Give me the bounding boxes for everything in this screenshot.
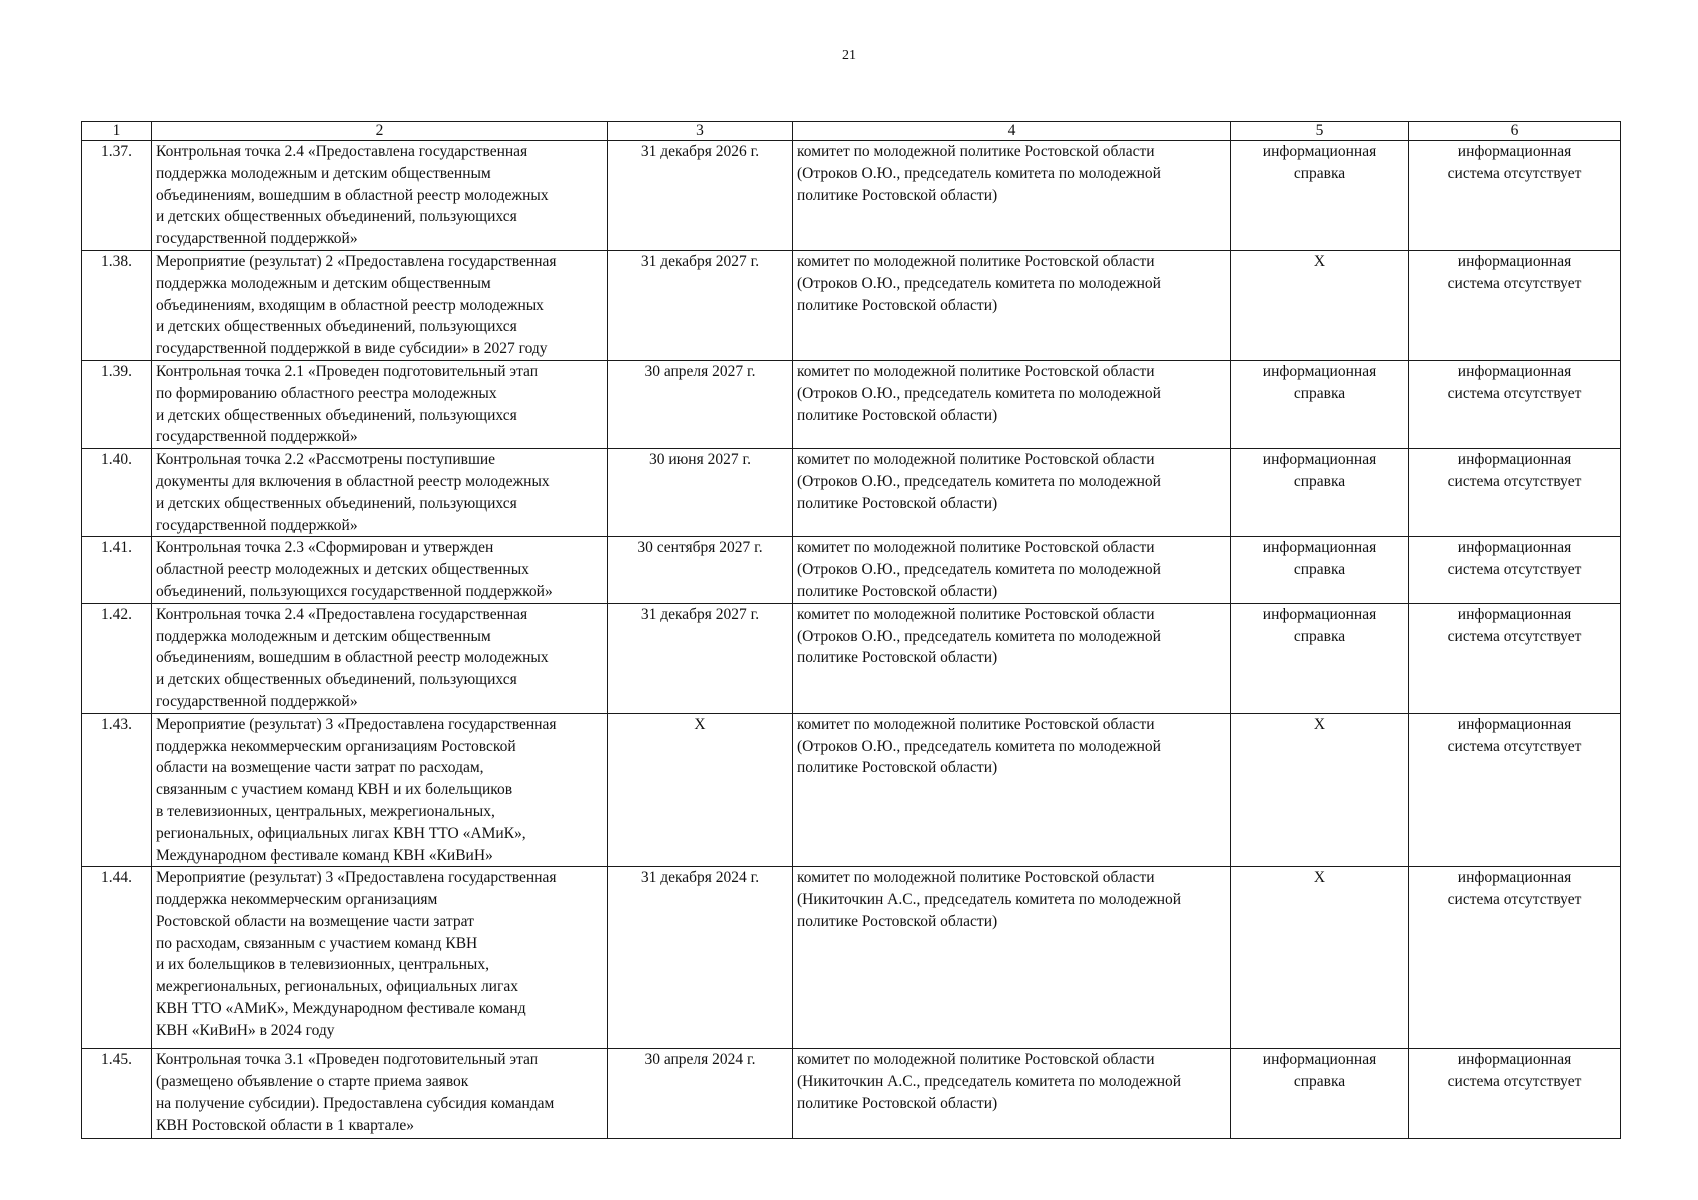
column-header: 2 (152, 122, 608, 141)
table-row (82, 867, 1621, 1049)
document-type: информационная справка (1231, 360, 1409, 448)
deadline: 31 декабря 2026 г. (608, 141, 793, 251)
table-row (82, 713, 1621, 867)
table-row (82, 1049, 1621, 1139)
table-row (82, 360, 1621, 448)
table-row (82, 603, 1621, 713)
document-type: X (1231, 867, 1409, 1049)
deadline: 31 декабря 2024 г. (608, 867, 793, 1049)
page-number: 21 (842, 48, 856, 63)
responsible: комитет по молодежной политике Ростовской области (Отроков О.Ю., председатель комитета по молодежной политике Ростовской области) (793, 449, 1231, 537)
document-type: информационная справка (1231, 449, 1409, 537)
item-name: Контрольная точка 2.4 «Предоставлена государственная поддержка молодежным и детским общественным объединениям, вошедшим в областной реестр молодежных и детских общественных объединений, пользующихся государственной поддержкой» (152, 603, 608, 713)
item-name: Мероприятие (результат) 3 «Предоставлена государственная поддержка некоммерческим организациям Ростовской области на возмещение части затрат по расходам, связанным с участием команд КВН и их болельщиков в телевизионных, центральных, межрегиональных, региональных, официальных лигах КВН ТТО «АМиК», Международном фестивале команд КВН «КиВиН» в 2024 году (152, 867, 608, 1049)
deadline: 31 декабря 2027 г. (608, 250, 793, 360)
row-number: 1.43. (82, 713, 152, 867)
row-number: 1.42. (82, 603, 152, 713)
responsible: комитет по молодежной политике Ростовской области (Отроков О.Ю., председатель комитета по молодежной политике Ростовской области) (793, 360, 1231, 448)
deadline: 31 декабря 2027 г. (608, 603, 793, 713)
responsible: комитет по молодежной политике Ростовской области (Отроков О.Ю., председатель комитета по молодежной политике Ростовской области) (793, 713, 1231, 867)
responsible: комитет по молодежной политике Ростовской области (Отроков О.Ю., председатель комитета по молодежной политике Ростовской области) (793, 603, 1231, 713)
document-type: информационная справка (1231, 537, 1409, 603)
responsible: комитет по молодежной политике Ростовской области (Никиточкин А.С., председатель комитета по молодежной политике Ростовской области) (793, 867, 1231, 1049)
item-name: Мероприятие (результат) 3 «Предоставлена государственная поддержка некоммерческим организациям Ростовской области на возмещение части затрат по расходам, связанным с участием команд КВН и их болельщиков в телевизионных, центральных, межрегиональных, региональных, официальных лигах КВН ТТО «АМиК», Международном фестивале команд КВН «КиВиН» (152, 713, 608, 867)
responsible: комитет по молодежной политике Ростовской области (Отроков О.Ю., председатель комитета по молодежной политике Ростовской области) (793, 537, 1231, 603)
table-row (82, 537, 1621, 603)
information-system: информационная система отсутствует (1409, 449, 1621, 537)
column-header: 3 (608, 122, 793, 141)
item-name: Контрольная точка 2.1 «Проведен подготовительный этап по формированию областного реестра молодежных и детских общественных объединений, пользующихся государственной поддержкой» (152, 360, 608, 448)
information-system: информационная система отсутствует (1409, 1049, 1621, 1139)
row-number: 1.41. (82, 537, 152, 603)
information-system: информационная система отсутствует (1409, 141, 1621, 251)
information-system: информационная система отсутствует (1409, 360, 1621, 448)
document-type: информационная справка (1231, 603, 1409, 713)
row-number: 1.40. (82, 449, 152, 537)
plan-table (81, 121, 1621, 1139)
information-system: информационная система отсутствует (1409, 867, 1621, 1049)
row-number: 1.37. (82, 141, 152, 251)
row-number: 1.39. (82, 360, 152, 448)
column-header: 5 (1231, 122, 1409, 141)
deadline: X (608, 713, 793, 867)
item-name: Контрольная точка 2.3 «Сформирован и утвержден областной реестр молодежных и детских общественных объединений, пользующихся государственной поддержкой» (152, 537, 608, 603)
deadline: 30 сентября 2027 г. (608, 537, 793, 603)
column-header: 6 (1409, 122, 1621, 141)
row-number: 1.44. (82, 867, 152, 1049)
table-header-row (82, 122, 1621, 141)
document-type: информационная справка (1231, 1049, 1409, 1139)
information-system: информационная система отсутствует (1409, 250, 1621, 360)
document-type: X (1231, 250, 1409, 360)
row-number: 1.45. (82, 1049, 152, 1139)
table-row (82, 449, 1621, 537)
information-system: информационная система отсутствует (1409, 537, 1621, 603)
information-system: информационная система отсутствует (1409, 603, 1621, 713)
table-row (82, 250, 1621, 360)
responsible: комитет по молодежной политике Ростовской области (Отроков О.Ю., председатель комитета по молодежной политике Ростовской области) (793, 250, 1231, 360)
column-header: 1 (82, 122, 152, 141)
item-name: Контрольная точка 2.4 «Предоставлена государственная поддержка молодежным и детским общественным объединениям, вошедшим в областной реестр молодежных и детских общественных объединений, пользующихся государственной поддержкой» (152, 141, 608, 251)
deadline: 30 апреля 2024 г. (608, 1049, 793, 1139)
information-system: информационная система отсутствует (1409, 713, 1621, 867)
document-type: X (1231, 713, 1409, 867)
responsible: комитет по молодежной политике Ростовской области (Никиточкин А.С., председатель комитета по молодежной политике Ростовской области) (793, 1049, 1231, 1139)
deadline: 30 апреля 2027 г. (608, 360, 793, 448)
row-number: 1.38. (82, 250, 152, 360)
column-header: 4 (793, 122, 1231, 141)
responsible: комитет по молодежной политике Ростовской области (Отроков О.Ю., председатель комитета по молодежной политике Ростовской области) (793, 141, 1231, 251)
item-name: Контрольная точка 3.1 «Проведен подготовительный этап (размещено объявление о старте приема заявок на получение субсидии). Предоставлена субсидия командам КВН Ростовской области в 1 квартале» (152, 1049, 608, 1139)
table-row (82, 141, 1621, 251)
item-name: Мероприятие (результат) 2 «Предоставлена государственная поддержка молодежным и детским общественным объединениям, входящим в областной реестр молодежных и детских общественных объединений, пользующихся государственной поддержкой в виде субсидии» в 2027 году (152, 250, 608, 360)
document-type: информационная справка (1231, 141, 1409, 251)
item-name: Контрольная точка 2.2 «Рассмотрены поступившие документы для включения в областной реестр молодежных и детских общественных объединений, пользующихся государственной поддержкой» (152, 449, 608, 537)
deadline: 30 июня 2027 г. (608, 449, 793, 537)
